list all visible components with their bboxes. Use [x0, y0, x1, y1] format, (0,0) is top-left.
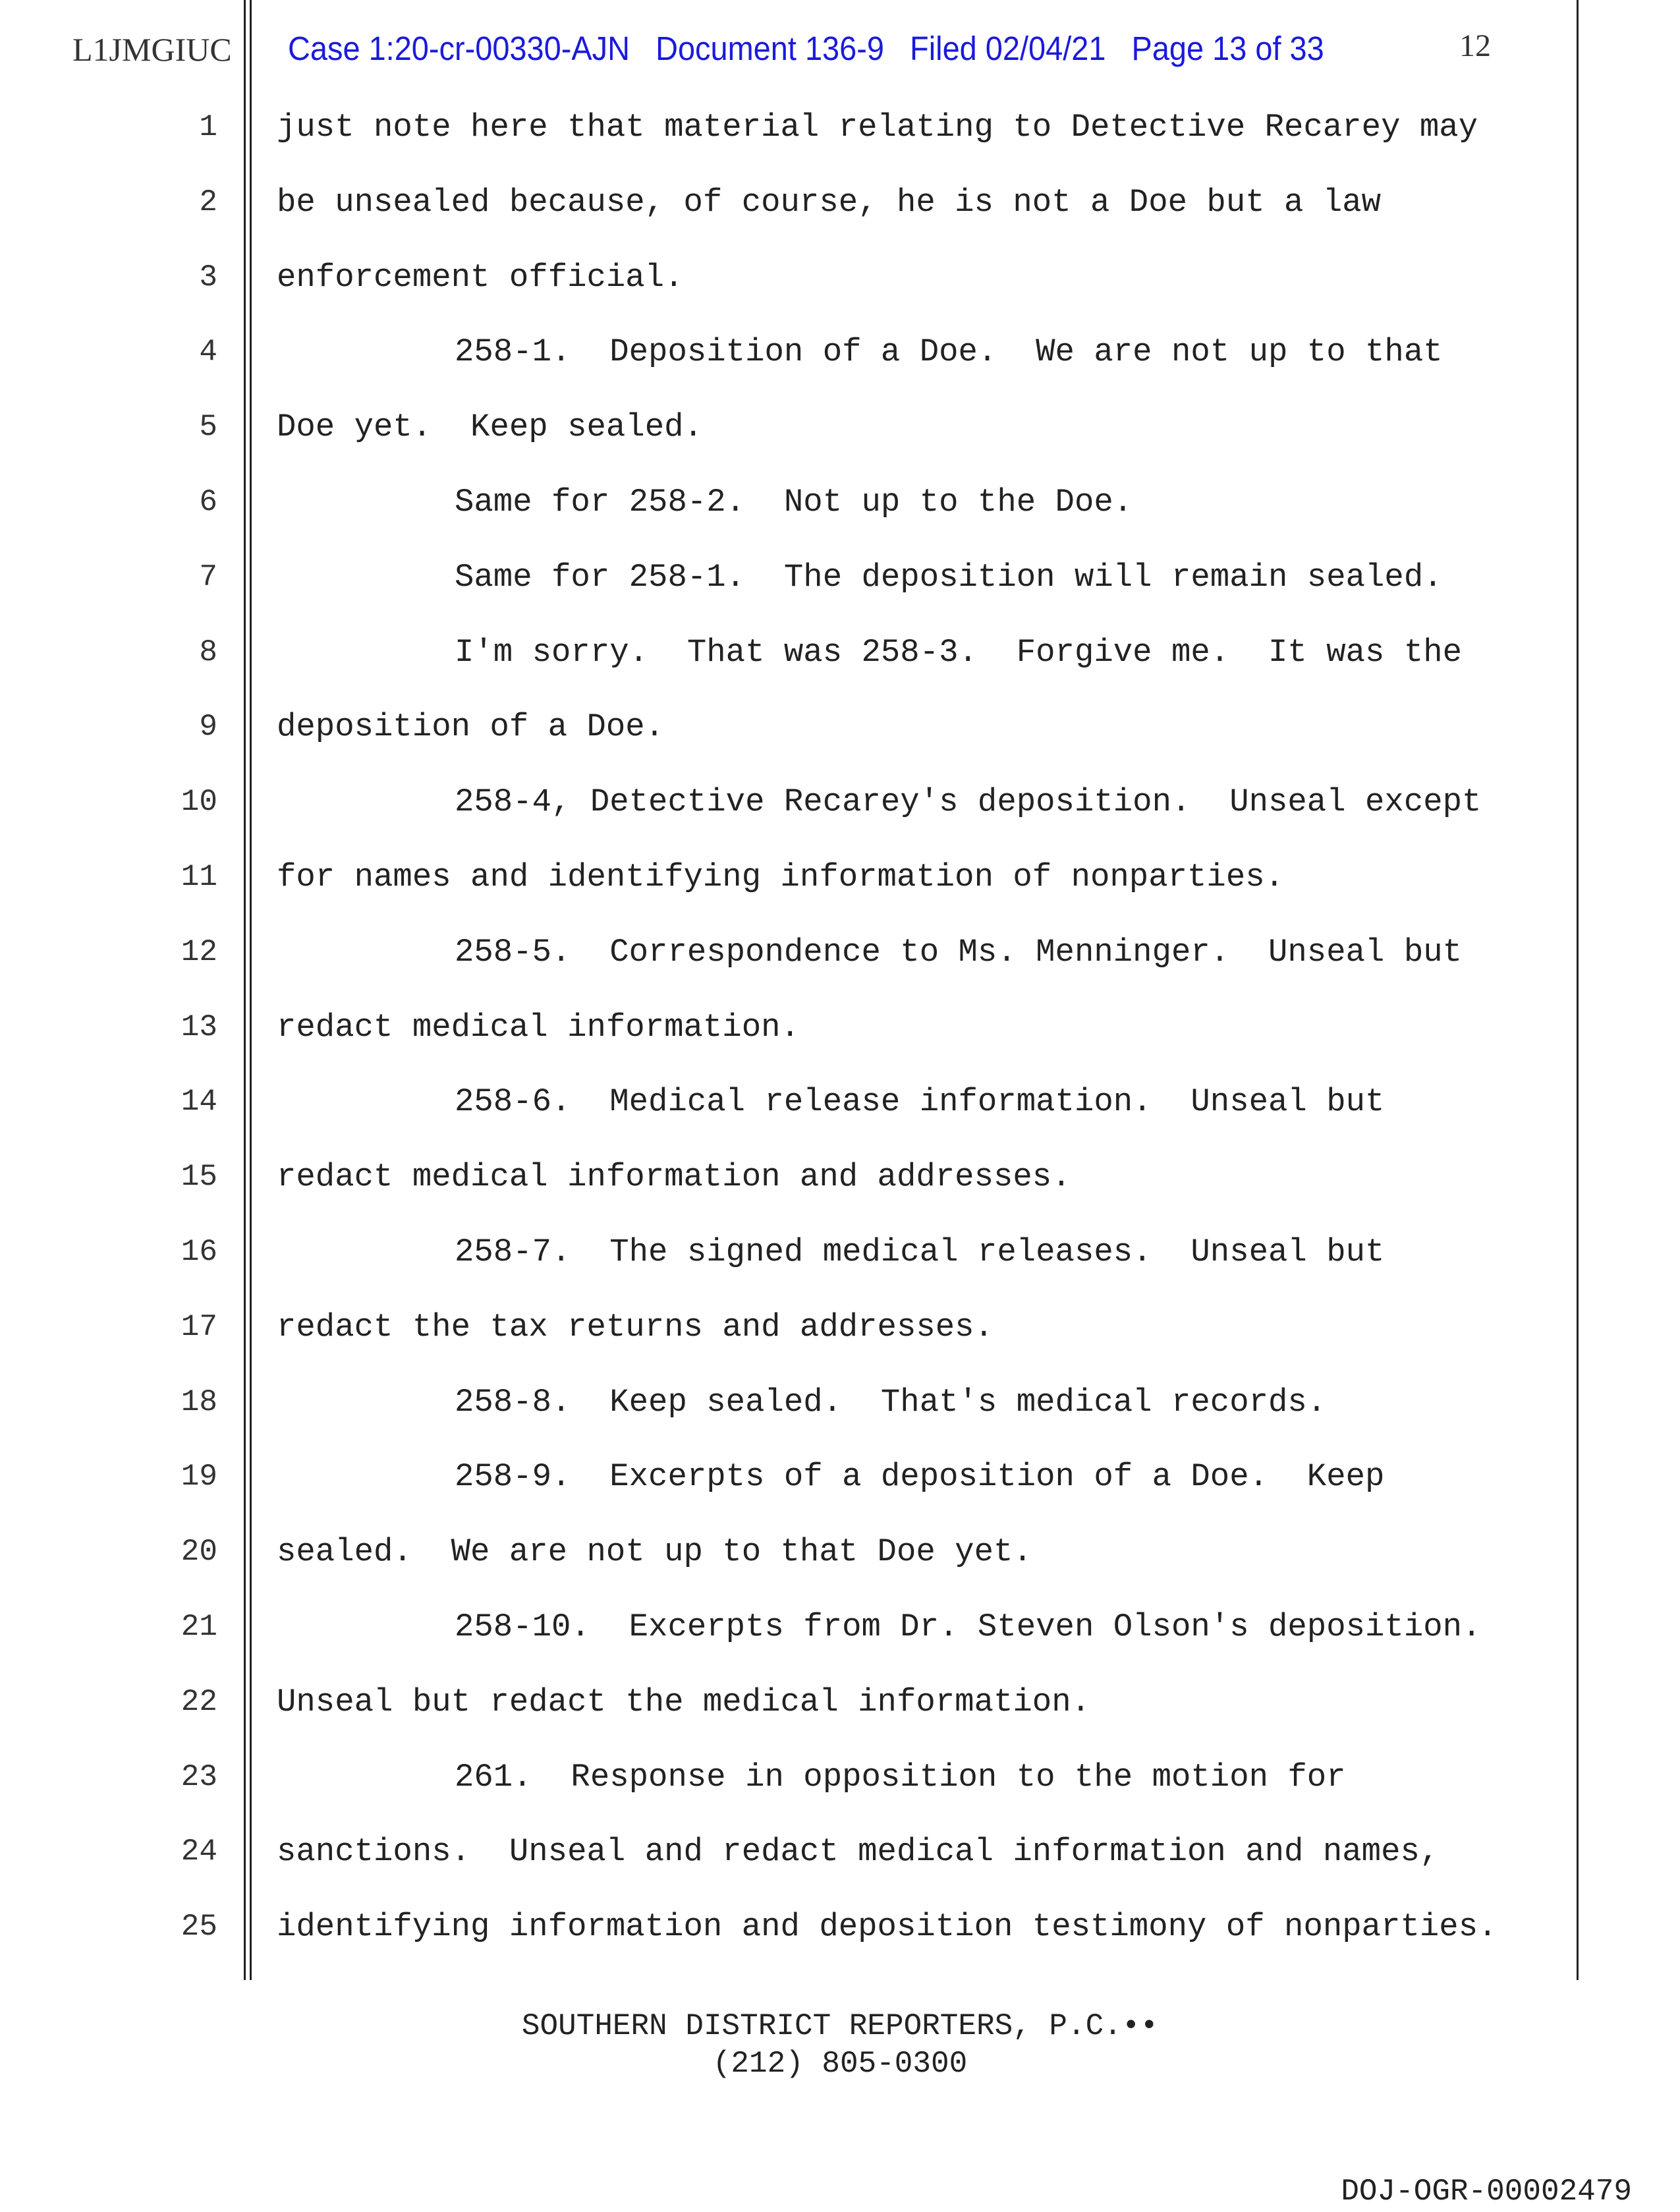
transcript-line: Same for 258-1. The deposition will remain sealed. — [455, 558, 1443, 596]
transcript-line: 258-5. Correspondence to Ms. Menninger. Unseal but — [455, 933, 1463, 971]
transcript-line: enforcement official. — [277, 258, 684, 296]
reporter-phone: (212) 805-0300 — [712, 2047, 968, 2081]
line-number: 24 — [181, 1834, 217, 1869]
transcript-line: 258-7. The signed medical releases. Unseal but — [455, 1234, 1385, 1270]
line-number: 10 — [181, 785, 217, 820]
transcript-line: 258-8. Keep sealed. That's medical records. — [455, 1383, 1327, 1421]
line-number: 19 — [181, 1460, 217, 1494]
line-number: 20 — [181, 1535, 217, 1570]
transcript-line: 258-10. Excerpts from Dr. Steven Olson's deposition. — [455, 1608, 1482, 1645]
transcript-line: redact medical information. — [277, 1008, 800, 1046]
transcript-line: Unseal but redact the medical information. — [277, 1683, 1091, 1720]
line-number: 14 — [181, 1085, 217, 1120]
line-number: 22 — [181, 1684, 217, 1719]
left-margin-rule-inner — [250, 0, 252, 1980]
line-number: 1 — [199, 110, 217, 144]
transcript-line: just note here that material relating to Detective Recarey may — [277, 109, 1478, 146]
transcript-line: for names and identifying information of nonparties. — [277, 859, 1285, 895]
transcript-line: 261. Response in opposition to the motion for — [455, 1758, 1346, 1796]
transcript-line: 258-4, Detective Recarey's deposition. Unseal except — [455, 783, 1482, 821]
line-number: 15 — [181, 1160, 217, 1195]
transcript-line: redact medical information and addresses. — [277, 1158, 1071, 1196]
transcript-line: 258-1. Deposition of a Doe. We are not up to that — [455, 333, 1443, 371]
left-margin-rule-outer — [244, 0, 246, 1980]
line-number: 12 — [181, 934, 217, 969]
right-margin-rule — [1577, 0, 1579, 1980]
bates-number: DOJ-OGR-00002479 — [1341, 2174, 1632, 2209]
transcript-line: 258-6. Medical release information. Unseal but — [455, 1083, 1385, 1121]
line-number: 13 — [181, 1009, 217, 1044]
line-number: 23 — [181, 1759, 217, 1794]
line-number: 5 — [199, 410, 217, 445]
transcript-line: be unsealed because, of course, he is not a Doe but a law — [277, 183, 1382, 221]
transcript-line: identifying information and deposition testimony of nonparties. — [277, 1908, 1498, 1946]
line-number: 16 — [181, 1235, 217, 1269]
line-number: 17 — [181, 1309, 217, 1344]
court-filing-stamp: Case 1:20-cr-00330-AJN Document 136-9 Filed 02/04/21 Page 13 of 33 — [288, 30, 1324, 67]
transcript-header-code: L1JMGIUC — [72, 31, 232, 68]
reporter-name: SOUTHERN DISTRICT REPORTERS, P.C.•• — [521, 2009, 1159, 2043]
line-number: 6 — [199, 485, 217, 519]
transcript-line: sanctions. Unseal and redact medical information and names, — [277, 1833, 1440, 1871]
transcript-line: Same for 258-2. Not up to the Doe. — [455, 484, 1133, 521]
line-number: 21 — [181, 1610, 217, 1644]
line-number: 25 — [181, 1910, 217, 1944]
transcript-line: deposition of a Doe. — [277, 708, 665, 746]
line-number: 8 — [199, 635, 217, 669]
line-number: 9 — [199, 710, 217, 745]
transcript-line: sealed. We are not up to that Doe yet. — [277, 1533, 1032, 1571]
transcript-page-number: 12 — [1459, 28, 1491, 63]
line-number: 18 — [181, 1384, 217, 1419]
line-number: 4 — [199, 335, 217, 370]
line-number: 11 — [181, 860, 217, 894]
transcript-line: I'm sorry. That was 258-3. Forgive me. It was the — [455, 633, 1463, 671]
transcript-line: redact the tax returns and addresses. — [277, 1308, 994, 1346]
transcript-line: Doe yet. Keep sealed. — [277, 409, 703, 446]
transcript-line: 258-9. Excerpts of a deposition of a Doe. Keep — [455, 1458, 1385, 1496]
line-number: 7 — [199, 559, 217, 594]
line-number: 2 — [199, 184, 217, 219]
line-number: 3 — [199, 260, 217, 295]
